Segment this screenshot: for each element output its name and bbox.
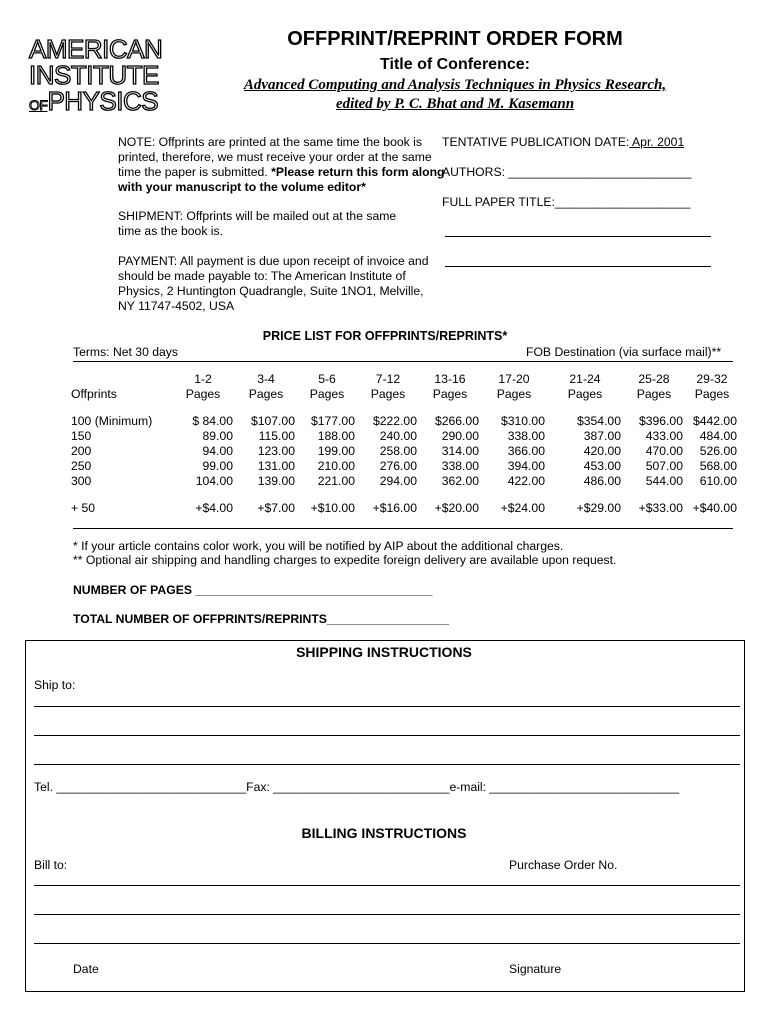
price-cell: +$20.00 xyxy=(434,501,479,515)
total-offprints-field[interactable]: TOTAL NUMBER OF OFFPRINTS/REPRINTS__________________ xyxy=(73,612,449,626)
page-range-header: 3-4 xyxy=(257,372,275,386)
authors-field[interactable]: AUTHORS: ___________________________ xyxy=(442,165,692,179)
quantity-cell: 150 xyxy=(71,429,92,443)
price-cell: 89.00 xyxy=(202,429,233,443)
price-row xyxy=(71,459,741,474)
price-cell: 123.00 xyxy=(257,444,295,458)
price-cell: $222.00 xyxy=(372,414,417,428)
price-cell: 210.00 xyxy=(317,459,355,473)
note-paragraph xyxy=(118,135,446,195)
price-cell: 199.00 xyxy=(317,444,355,458)
paper-title-line-2[interactable] xyxy=(445,236,711,237)
price-cell: $107.00 xyxy=(250,414,295,428)
bill-to-line-2[interactable] xyxy=(34,914,740,915)
page-unit-header: Pages xyxy=(496,387,532,401)
signature-label: Signature xyxy=(509,962,562,976)
logo-line-1: AMERICAN xyxy=(29,34,163,64)
price-cell: 294.00 xyxy=(379,474,417,488)
page-range-header: 29-32 xyxy=(696,372,728,386)
price-cell: 221.00 xyxy=(317,474,355,488)
page-unit-header: Pages xyxy=(567,387,603,401)
logo-line-3 xyxy=(29,86,166,117)
ship-to-label: Ship to: xyxy=(34,678,76,692)
price-cell: 470.00 xyxy=(645,444,683,458)
price-cell: 544.00 xyxy=(645,474,683,488)
conference-label: Title of Conference: xyxy=(380,56,530,73)
offprints-header: Offprints xyxy=(71,387,117,401)
table-spacer xyxy=(71,489,741,501)
price-cell: 484.00 xyxy=(699,429,737,443)
number-of-pages-field[interactable]: NUMBER OF PAGES ___________________________________ xyxy=(73,583,433,597)
shipment-paragraph: SHIPMENT: Offprints will be mailed out at the same time as the book is. xyxy=(118,209,397,238)
bill-to-line-3[interactable] xyxy=(34,943,740,944)
page-range-header: 5-6 xyxy=(318,372,336,386)
price-cell: 94.00 xyxy=(202,444,233,458)
page-range-header: 21-24 xyxy=(569,372,601,386)
price-cell: 258.00 xyxy=(379,444,417,458)
publication-date-field xyxy=(442,135,684,149)
price-table-bottom-rule xyxy=(73,528,733,529)
price-cell: +$33.00 xyxy=(638,501,683,515)
page-unit-header: Pages xyxy=(370,387,406,401)
price-cell: $ 84.00 xyxy=(192,414,233,428)
price-cell: 610.00 xyxy=(699,474,737,488)
price-cell: 387.00 xyxy=(583,429,621,443)
page-unit-header: Pages xyxy=(248,387,284,401)
price-cell: +$29.00 xyxy=(576,501,621,515)
price-cell: 314.00 xyxy=(441,444,479,458)
page-unit-header: Pages xyxy=(636,387,672,401)
price-row xyxy=(71,474,741,489)
price-table xyxy=(71,372,741,516)
price-cell: 338.00 xyxy=(507,429,545,443)
page-unit-header: Pages xyxy=(309,387,345,401)
quantity-cell: 300 xyxy=(71,474,92,488)
price-cell: +$4.00 xyxy=(195,501,233,515)
price-cell: 568.00 xyxy=(699,459,737,473)
quantity-cell: 250 xyxy=(71,459,92,473)
price-cell: 526.00 xyxy=(699,444,737,458)
logo-physics: PHYSICS xyxy=(47,86,159,116)
ship-to-line-3[interactable] xyxy=(34,764,740,765)
price-cell: $354.00 xyxy=(576,414,621,428)
price-cell: 131.00 xyxy=(257,459,295,473)
quantity-cell: 200 xyxy=(71,444,92,458)
price-cell: 99.00 xyxy=(202,459,233,473)
page-range-header: 7-12 xyxy=(375,372,401,386)
publication-date-value: Apr. 2001 xyxy=(629,135,685,149)
footnote-air-shipping: ** Optional air shipping and handling charges to expedite foreign delivery are available upon request. xyxy=(73,553,617,567)
price-row-additional xyxy=(71,501,741,516)
price-cell: 394.00 xyxy=(507,459,545,473)
price-cell: $442.00 xyxy=(692,414,737,428)
logo-line-2: INSTITUTE xyxy=(29,60,159,90)
price-cell: 433.00 xyxy=(645,429,683,443)
price-cell: +$7.00 xyxy=(257,501,295,515)
price-list-title: PRICE LIST FOR OFFPRINTS/REPRINTS* xyxy=(262,329,508,343)
price-cell: +$24.00 xyxy=(500,501,545,515)
paper-title-line-3[interactable] xyxy=(445,266,711,267)
price-cell: 362.00 xyxy=(441,474,479,488)
price-cell: +$40.00 xyxy=(692,501,737,515)
price-cell: 115.00 xyxy=(258,429,295,443)
billing-title: BILLING INSTRUCTIONS xyxy=(301,825,467,841)
price-row xyxy=(71,429,741,444)
price-header-range-row xyxy=(71,372,741,387)
page-unit-header: Pages xyxy=(185,387,221,401)
contact-fields[interactable]: Tel. ____________________________Fax: __________________________e-mail: ____________________________ xyxy=(34,780,680,794)
price-cell: $310.00 xyxy=(500,414,545,428)
page-range-header: 25-28 xyxy=(638,372,670,386)
ship-to-line-2[interactable] xyxy=(34,735,740,736)
price-cell: 240.00 xyxy=(379,429,417,443)
conference-editors: edited by P. C. Bhat and M. Kasemann xyxy=(335,96,575,112)
fob-destination: FOB Destination (via surface mail)** xyxy=(526,345,722,359)
price-table-top-rule xyxy=(73,361,733,362)
date-label: Date xyxy=(73,962,99,976)
price-row xyxy=(71,414,741,429)
price-cell: 422.00 xyxy=(507,474,545,488)
bill-to-line-1[interactable] xyxy=(34,885,740,886)
price-cell: 366.00 xyxy=(507,444,545,458)
conference-name: Advanced Computing and Analysis Techniques in Physics Research, xyxy=(243,77,667,93)
payment-paragraph: PAYMENT: All payment is due upon receipt of invoice and should be made payable to: The American Institute of Physics, 2 Huntington Quadrangle, Suite 1NO1, Melville, NY 11747-4502, USA xyxy=(118,254,429,313)
instructions-box xyxy=(25,640,745,992)
ship-to-line-1[interactable] xyxy=(34,706,740,707)
price-cell: 139.00 xyxy=(257,474,295,488)
price-cell: 276.00 xyxy=(379,459,417,473)
page-unit-header: Pages xyxy=(694,387,730,401)
price-cell: +$10.00 xyxy=(310,501,355,515)
price-cell: 507.00 xyxy=(645,459,683,473)
footnote-color: * If your article contains color work, you will be notified by AIP about the additional charges. xyxy=(73,539,564,553)
quantity-cell: 100 (Minimum) xyxy=(71,414,153,428)
page-unit-header: Pages xyxy=(432,387,468,401)
price-cell: 188.00 xyxy=(317,429,355,443)
header-blank xyxy=(71,372,173,387)
quantity-cell: + 50 xyxy=(71,501,96,515)
price-cell: 486.00 xyxy=(583,474,621,488)
payment-terms: Terms: Net 30 days xyxy=(73,345,178,359)
price-row xyxy=(71,444,741,459)
logo-of: OF xyxy=(29,97,48,113)
spacer-cell xyxy=(71,402,173,414)
page-range-header: 1-2 xyxy=(194,372,212,386)
aip-logo xyxy=(29,34,166,116)
bill-to-label: Bill to: xyxy=(34,858,68,872)
table-spacer xyxy=(71,402,741,414)
price-cell: 453.00 xyxy=(583,459,621,473)
form-title: OFFPRINT/REPRINT ORDER FORM xyxy=(287,28,623,50)
shipping-title: SHIPPING INSTRUCTIONS xyxy=(296,644,472,660)
page-range-header: 17-20 xyxy=(498,372,530,386)
price-cell: 420.00 xyxy=(583,444,621,458)
paper-title-field[interactable]: FULL PAPER TITLE:____________________ xyxy=(442,195,691,209)
price-cell: 290.00 xyxy=(441,429,479,443)
note-text: NOTE: Offprints are printed at the same time the book is printed, therefore, we must receive your order at the same time the paper is submitted. xyxy=(118,135,432,179)
price-cell: 338.00 xyxy=(441,459,479,473)
price-cell: $266.00 xyxy=(434,414,479,428)
spacer-cell xyxy=(71,489,173,501)
price-cell: 104.00 xyxy=(195,474,233,488)
price-cell: $177.00 xyxy=(310,414,355,428)
purchase-order-label: Purchase Order No. xyxy=(509,858,618,872)
price-cell: $396.00 xyxy=(638,414,683,428)
price-cell: +$16.00 xyxy=(372,501,417,515)
note-bold-text: *Please return this form along with your manuscript to the volume editor* xyxy=(118,165,445,194)
price-header-unit-row xyxy=(71,387,741,402)
page-range-header: 13-16 xyxy=(434,372,466,386)
publication-date-label: TENTATIVE PUBLICATION DATE: xyxy=(442,135,630,149)
